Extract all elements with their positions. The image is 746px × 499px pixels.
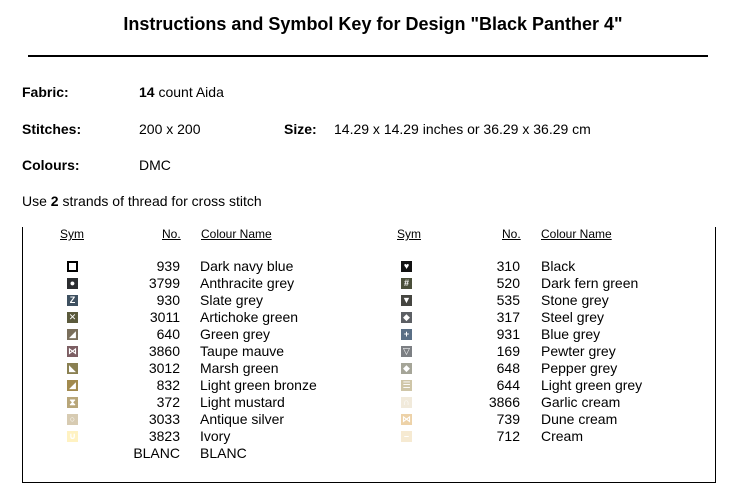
key-row [0, 258, 746, 275]
colour-name: Pepper grey [541, 360, 618, 376]
dmc-number: 535 [496, 292, 520, 308]
colour-name: Dark fern green [541, 275, 639, 291]
header-sym-right: Sym [397, 227, 421, 241]
dmc-number: 372 [156, 394, 180, 410]
colour-name: Dark navy blue [200, 258, 294, 274]
colour-name: Stone grey [541, 292, 609, 308]
colours-value: DMC [139, 157, 171, 173]
stitches-label: Stitches: [22, 121, 82, 137]
diamond-icon: ◆ [401, 312, 412, 323]
colour-name: Light mustard [200, 394, 285, 410]
dash-icon: – [401, 431, 412, 442]
strands-count: 2 [50, 193, 59, 209]
triangle-outline-icon: ▽ [401, 346, 412, 357]
dmc-number: BLANC [133, 445, 180, 461]
key-row [0, 292, 746, 309]
dmc-number: 3866 [488, 394, 520, 410]
cross-icon: ✕ [68, 312, 77, 322]
dmc-number: 644 [496, 377, 520, 393]
key-row [0, 411, 746, 428]
dmc-number: 712 [496, 428, 520, 444]
triangle-icon: ◢ [67, 329, 78, 340]
bowtie-icon: ⋈ [402, 414, 411, 424]
colour-name: Pewter grey [541, 343, 616, 359]
dmc-number: 317 [496, 309, 520, 325]
heart-icon: ♥ [401, 261, 412, 272]
dmc-number: 648 [496, 360, 520, 376]
colour-name: Antique silver [200, 411, 285, 427]
key-row [0, 360, 746, 377]
colour-name: BLANC [200, 445, 247, 461]
header-name-left: Colour Name [201, 227, 272, 241]
blank-icon [67, 448, 78, 459]
dmc-number: 931 [496, 326, 520, 342]
bars-icon: ☰ [402, 380, 411, 390]
dmc-number: 3823 [148, 428, 180, 444]
colour-name: Steel grey [541, 309, 605, 325]
key-row [0, 309, 746, 326]
colour-name: Ivory [200, 428, 231, 444]
colour-name: Dune cream [541, 411, 618, 427]
size-label: Size: [284, 121, 317, 137]
header-no-left: No. [162, 227, 181, 241]
dmc-number: 520 [496, 275, 520, 291]
triangle-down-icon: ▼ [402, 295, 411, 305]
plus-icon: + [401, 329, 412, 340]
dmc-number: 739 [496, 411, 520, 427]
colour-name: Light green bronze [200, 377, 317, 393]
page-title: Instructions and Symbol Key for Design "Black Panther 4" [123, 14, 623, 34]
cup-icon: ∪ [68, 431, 77, 441]
header-no-right: No. [502, 227, 521, 241]
fabric-type: count Aida [154, 84, 224, 100]
colour-name: Garlic cream [541, 394, 621, 410]
dmc-number: 930 [156, 292, 180, 308]
dmc-number: 3012 [148, 360, 180, 376]
stitches-value: 200 x 200 [139, 121, 201, 137]
colour-name: Green grey [200, 326, 271, 342]
dmc-number: 3011 [149, 309, 180, 325]
header-sym-left: Sym [60, 227, 84, 241]
dmc-number: 3033 [148, 411, 180, 427]
fabric-label: Fabric: [22, 84, 69, 100]
fabric-count: 14 [139, 84, 155, 100]
dmc-number: 640 [156, 326, 180, 342]
colours-label: Colours: [22, 157, 80, 173]
key-row [0, 445, 746, 462]
colour-name: Anthracite grey [200, 275, 295, 291]
colour-name: Blue grey [541, 326, 601, 342]
colour-name: Slate grey [200, 292, 264, 308]
hourglass-icon: ⧗ [67, 397, 78, 408]
dmc-number: 939 [156, 258, 180, 274]
colour-name: Artichoke green [200, 309, 299, 325]
circle-outline-icon: ○ [67, 414, 78, 425]
title-divider [28, 55, 708, 57]
circle-icon: ● [67, 278, 78, 289]
arch-icon: ∩ [401, 397, 412, 408]
dmc-number: 310 [496, 258, 520, 274]
key-row [0, 377, 746, 394]
diamond-icon: ◆ [401, 363, 412, 374]
size-value: 14.29 x 14.29 inches or 36.29 x 36.29 cm [334, 121, 591, 137]
colour-name: Cream [541, 428, 584, 444]
key-row [0, 275, 746, 292]
fabric-value [139, 84, 224, 100]
key-row [0, 343, 746, 360]
colour-name: Black [541, 258, 576, 274]
strands-note [22, 193, 262, 209]
dmc-number: 169 [496, 343, 520, 359]
dmc-number: 3860 [148, 343, 180, 359]
triangle-icon: ◣ [67, 363, 78, 374]
strands-post: strands of thread for cross stitch [58, 193, 262, 209]
colour-name: Taupe mauve [200, 343, 285, 359]
bowtie-icon: ⋈ [68, 346, 77, 356]
hash-icon: # [401, 278, 412, 289]
dmc-number: 3799 [148, 275, 180, 291]
z-icon: Z [67, 295, 78, 306]
colour-name: Marsh green [200, 360, 279, 376]
key-row [0, 394, 746, 411]
key-row [0, 326, 746, 343]
key-row [0, 428, 746, 445]
header-name-right: Colour Name [541, 227, 612, 241]
triangle-icon: ◢ [67, 380, 78, 391]
dmc-number: 832 [156, 377, 180, 393]
colour-name: Light green grey [541, 377, 643, 393]
strands-pre: Use [22, 193, 51, 209]
